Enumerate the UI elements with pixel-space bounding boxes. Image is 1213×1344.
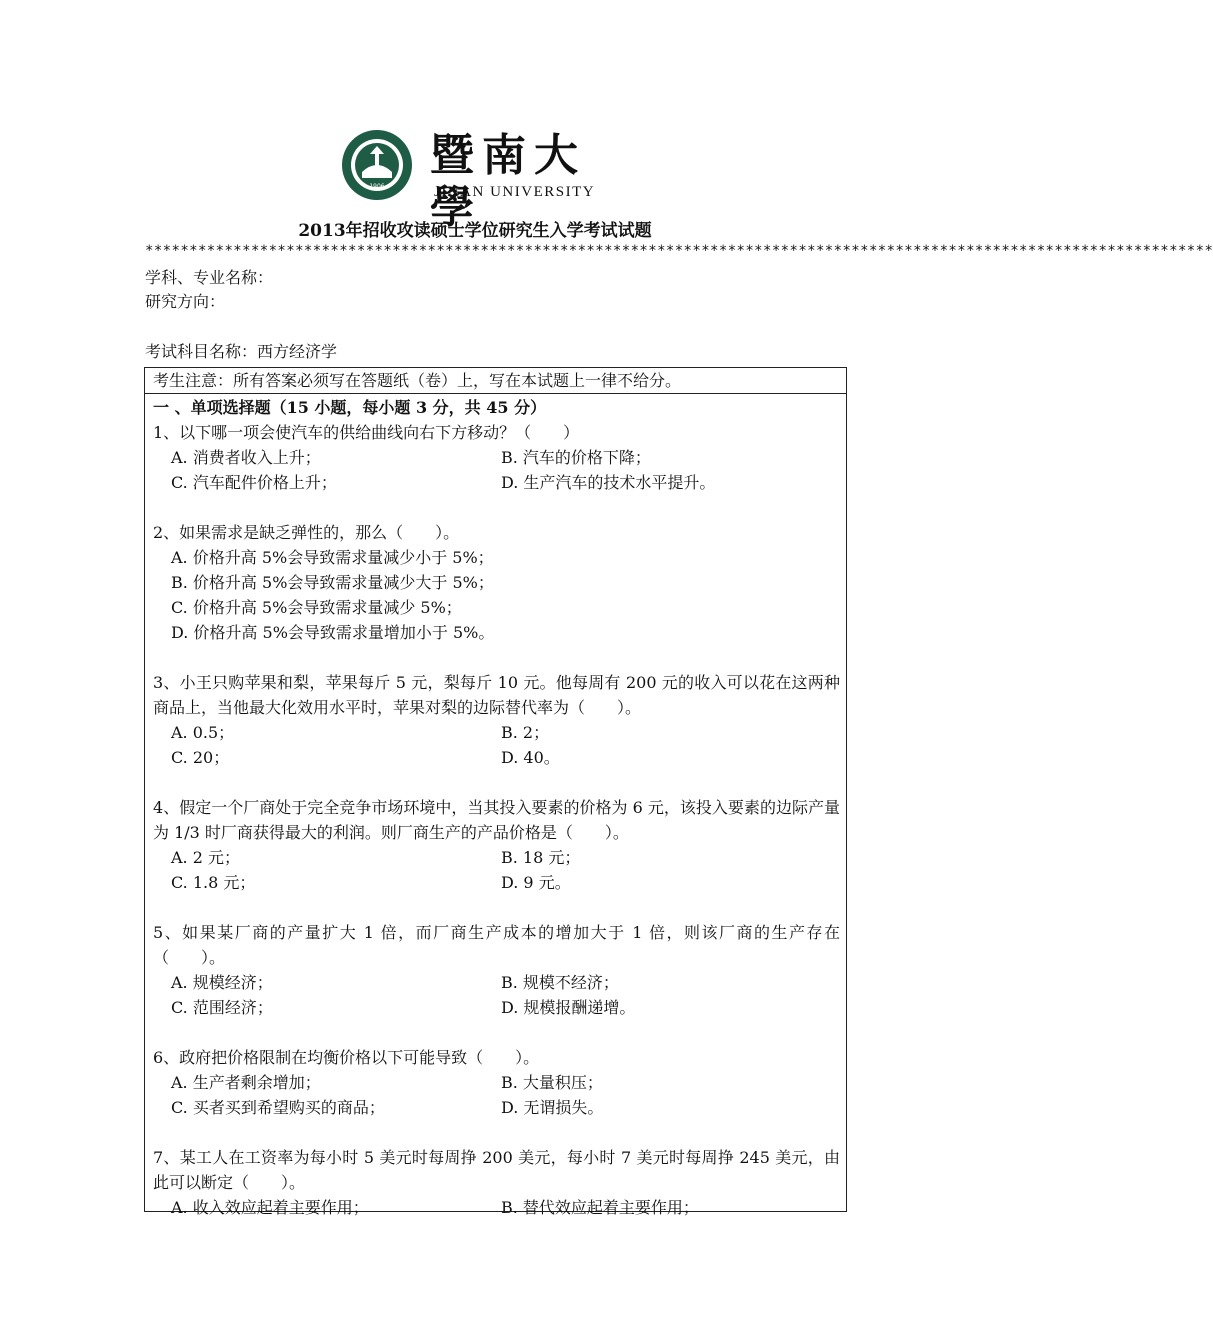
question-2 xyxy=(153,520,840,645)
option-d: D. 9 元。 xyxy=(501,873,571,892)
option-d: D. 规模报酬递增。 xyxy=(501,998,636,1017)
option-b: B. 汽车的价格下降； xyxy=(501,448,651,467)
section-title: 一 、单项选择题（15 小题，每小题 3 分，共 45 分） xyxy=(153,398,547,417)
options xyxy=(153,1070,840,1120)
option-a: A. 0.5； xyxy=(171,723,235,742)
option-c: C. 买者买到希望购买的商品； xyxy=(171,1098,385,1117)
option-b: B. 替代效应起着主要作用； xyxy=(501,1198,699,1217)
course-label: 考试科目名称：西方经济学 xyxy=(145,342,338,361)
option-c: C. 1.8 元； xyxy=(171,873,256,892)
option-b: B. 2； xyxy=(501,723,550,742)
options xyxy=(153,720,840,770)
option-b: B. 规模不经济； xyxy=(501,973,619,992)
options xyxy=(153,970,840,1020)
university-name-cn: 暨南大學 xyxy=(430,130,586,233)
question-stem: 3、小王只购苹果和梨，苹果每斤 5 元，梨每斤 10 元。他每周有 200 元的收入可以花在这两种商品上，当他最大化效用水平时，苹果对梨的边际替代率为（ ）。 xyxy=(153,673,840,717)
direction-label: 研究方向： xyxy=(145,292,226,311)
option-a: A. 规模经济； xyxy=(171,973,273,992)
option-d: D. 价格升高 5%会导致需求量增加小于 5%。 xyxy=(171,623,495,642)
option-a: A. 生产者剩余增加； xyxy=(171,1073,321,1092)
question-1 xyxy=(153,420,840,495)
questions-area xyxy=(145,396,846,1220)
question-stem: 2、如果需求是缺乏弹性的，那么（ ）。 xyxy=(153,523,460,542)
question-stem: 6、政府把价格限制在均衡价格以下可能导致（ ）。 xyxy=(153,1048,540,1067)
option-b: B. 18 元； xyxy=(501,848,581,867)
option-d: D. 40。 xyxy=(501,748,560,767)
question-6 xyxy=(153,1045,840,1120)
option-d: D. 生产汽车的技术水平提升。 xyxy=(501,473,716,492)
exam-title: 2013年招收攻读硕士学位研究生入学考试试题 xyxy=(298,221,652,241)
option-a: A. 2 元； xyxy=(171,848,240,867)
university-name-en: JINAN UNIVERSITY xyxy=(434,184,596,200)
university-seal-icon xyxy=(340,128,414,202)
option-c: C. 价格升高 5%会导致需求量减少 5%； xyxy=(171,598,462,617)
option-a: A. 消费者收入上升； xyxy=(171,448,321,467)
exam-content-box xyxy=(144,367,847,1217)
option-c: C. 20； xyxy=(171,748,230,767)
options xyxy=(153,1195,840,1220)
question-stem: 4、假定一个厂商处于完全竞争市场环境中，当其投入要素的价格为 6 元，该投入要素的边际产量为 1/3 时厂商获得最大的利润。则厂商生产的产品价格是（ ）。 xyxy=(153,798,840,842)
options xyxy=(153,545,840,645)
notice-text: 考生注意：所有答案必须写在答题纸（卷）上，写在本试题上一律不给分。 xyxy=(145,368,846,394)
question-5 xyxy=(153,920,840,1020)
question-7 xyxy=(153,1145,840,1220)
option-d: D. 无谓损失。 xyxy=(501,1098,604,1117)
subject-label: 学科、专业名称： xyxy=(145,268,274,287)
option-a: A. 收入效应起着主要作用； xyxy=(171,1198,369,1217)
option-c: C. 汽车配件价格上升； xyxy=(171,473,337,492)
question-stem: 1、以下哪一项会使汽车的供给曲线向右下方移动？（ ） xyxy=(153,423,580,442)
seal-year: 1906 xyxy=(369,183,385,190)
options xyxy=(153,845,840,895)
star-divider: ************************************************************************************************************************* xyxy=(145,243,1213,259)
question-stem: 7、某工人在工资率为每小时 5 美元时每周挣 200 美元，每小时 7 美元时每周挣 245 美元，由此可以断定（ ）。 xyxy=(153,1148,840,1192)
option-b: B. 大量积压； xyxy=(501,1073,603,1092)
option-a: A. 价格升高 5%会导致需求量减少小于 5%； xyxy=(171,548,494,567)
question-4 xyxy=(153,795,840,895)
question-stem: 5、如果某厂商的产量扩大 1 倍，而厂商生产成本的增加大于 1 倍，则该厂商的生产存在（ ）。 xyxy=(153,923,840,967)
options xyxy=(153,445,840,495)
option-b: B. 价格升高 5%会导致需求量减少大于 5%； xyxy=(171,573,494,592)
option-c: C. 范围经济； xyxy=(171,998,273,1017)
question-3 xyxy=(153,670,840,770)
